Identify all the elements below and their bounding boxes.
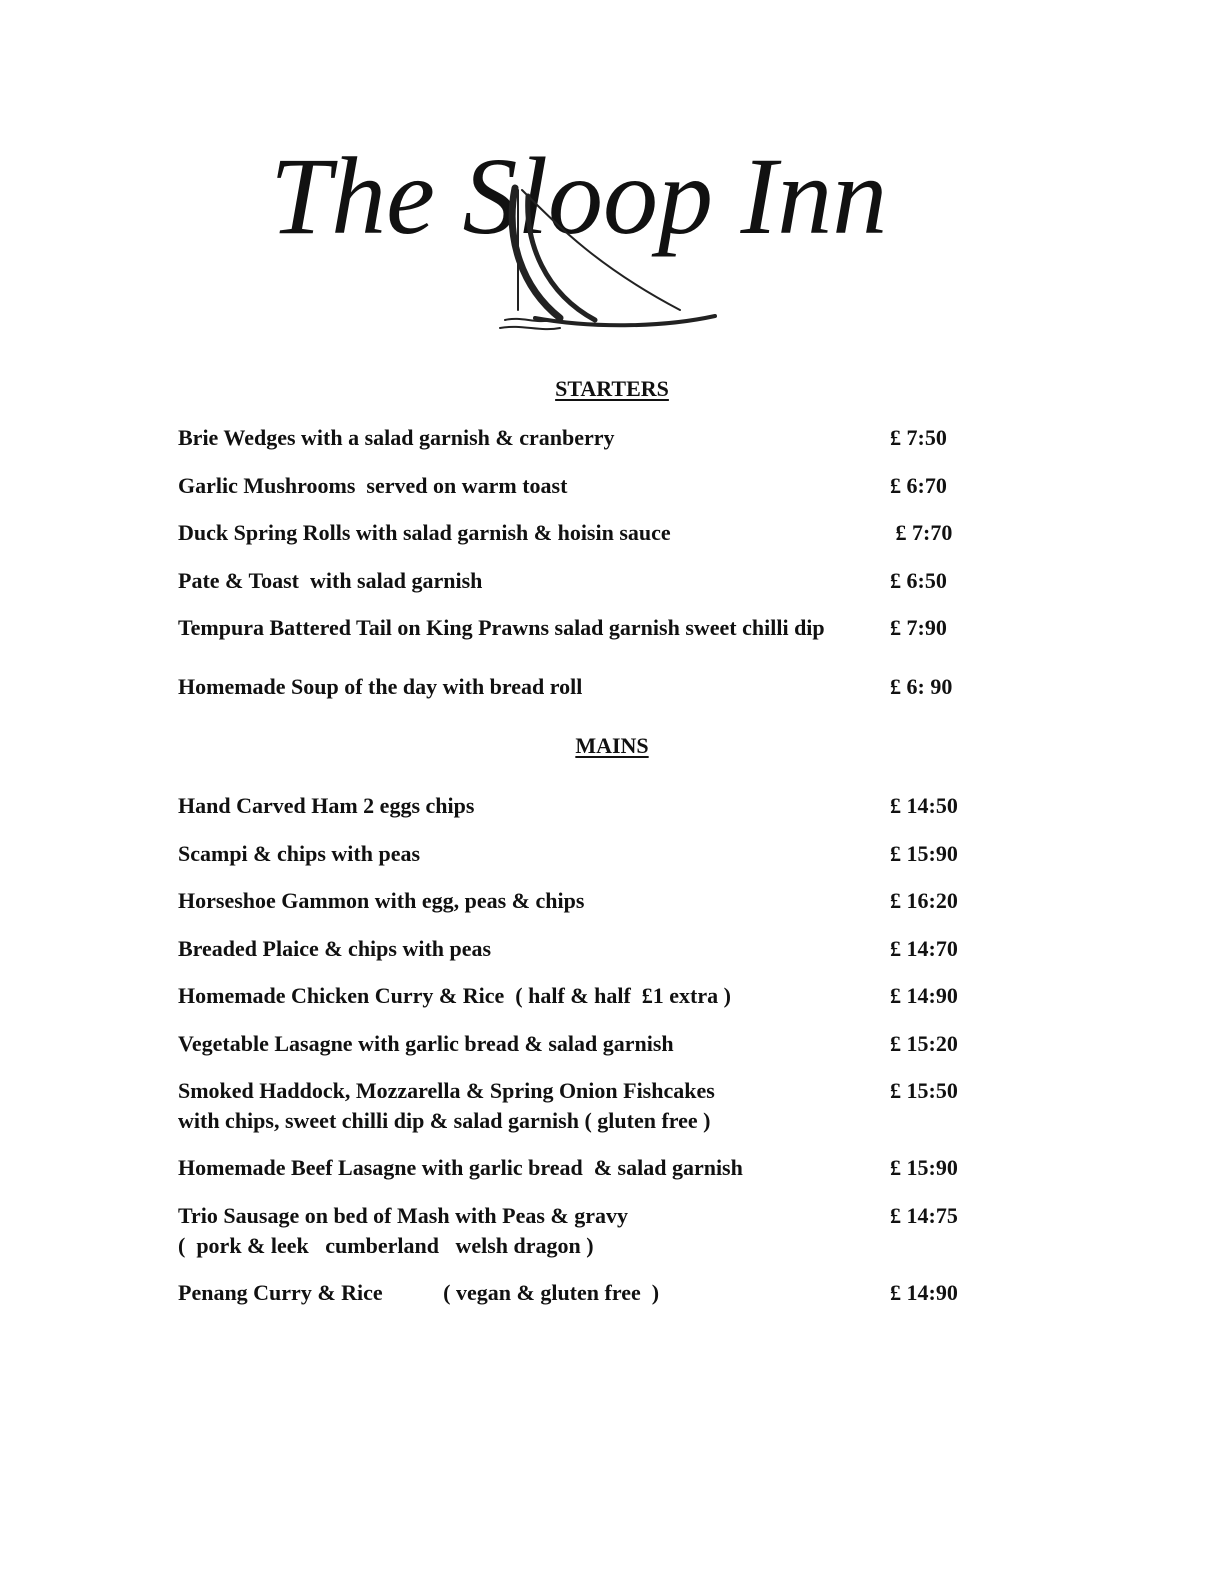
menu-item-price: £ 7:90	[890, 615, 947, 640]
menu-item-price: £ 6:50	[890, 568, 947, 593]
starters-heading: STARTERS	[555, 376, 669, 401]
menu-item-name: Vegetable Lasagne with garlic bread & salad garnish	[178, 1031, 674, 1056]
menu-item-name	[178, 1201, 628, 1261]
sloop-inn-logo	[260, 78, 900, 348]
menu-item-line: Smoked Haddock, Mozzarella & Spring Onion Fishcakes	[178, 1078, 715, 1103]
menu-item-name	[178, 1076, 715, 1136]
menu-item-price: £ 15:90	[890, 1155, 958, 1180]
menu-item-price: £ 6: 90	[890, 674, 953, 699]
menu-item-name: Scampi & chips with peas	[178, 841, 421, 866]
menu-item-name: Hand Carved Ham 2 eggs chips	[178, 793, 475, 818]
menu-item-line: Trio Sausage on bed of Mash with Peas & gravy	[178, 1203, 628, 1228]
menu-item-name: Duck Spring Rolls with salad garnish & hoisin sauce	[178, 520, 671, 545]
menu-item-price: £ 15:20	[890, 1031, 958, 1056]
menu-item-price: £ 6:70	[890, 473, 947, 498]
menu-item-price: £ 14:75	[890, 1203, 958, 1228]
menu-item-name: Horseshoe Gammon with egg, peas & chips	[178, 888, 585, 913]
menu-item-name: Garlic Mushrooms served on warm toast	[178, 473, 568, 498]
menu-item-name: Homemade Soup of the day with bread roll	[178, 674, 583, 699]
menu-item-price: £ 14:50	[890, 793, 958, 818]
menu-item-price: £ 15:90	[890, 841, 958, 866]
menu-item-price: £ 14:70	[890, 936, 958, 961]
menu-item-line: with chips, sweet chilli dip & salad garnish ( gluten free )	[178, 1108, 711, 1133]
logo-text: The Sloop Inn	[270, 135, 888, 257]
menu-item-name: Penang Curry & Rice ( vegan & gluten free )	[178, 1280, 660, 1305]
menu-item-name: Homemade Beef Lasagne with garlic bread & salad garnish	[178, 1155, 743, 1180]
menu-item-name: Tempura Battered Tail on King Prawns salad garnish sweet chilli dip	[178, 615, 825, 640]
menu-item-price: £ 7:70	[890, 520, 953, 545]
menu-item-name: Breaded Plaice & chips with peas	[178, 936, 492, 961]
mains-heading: MAINS	[575, 733, 649, 758]
menu-item-price: £ 14:90	[890, 983, 958, 1008]
menu-item-price: £ 15:50	[890, 1078, 958, 1103]
menu-item-name: Pate & Toast with salad garnish	[178, 568, 483, 593]
menu-item-price: £ 7:50	[890, 425, 947, 450]
menu-item-line: ( pork & leek cumberland welsh dragon )	[178, 1233, 594, 1258]
menu-item-price: £ 16:20	[890, 888, 958, 913]
menu-item-name: Homemade Chicken Curry & Rice ( half & half £1 extra )	[178, 983, 731, 1008]
menu-item-price: £ 14:90	[890, 1280, 958, 1305]
menu-item-name: Brie Wedges with a salad garnish & cranberry	[178, 425, 615, 450]
